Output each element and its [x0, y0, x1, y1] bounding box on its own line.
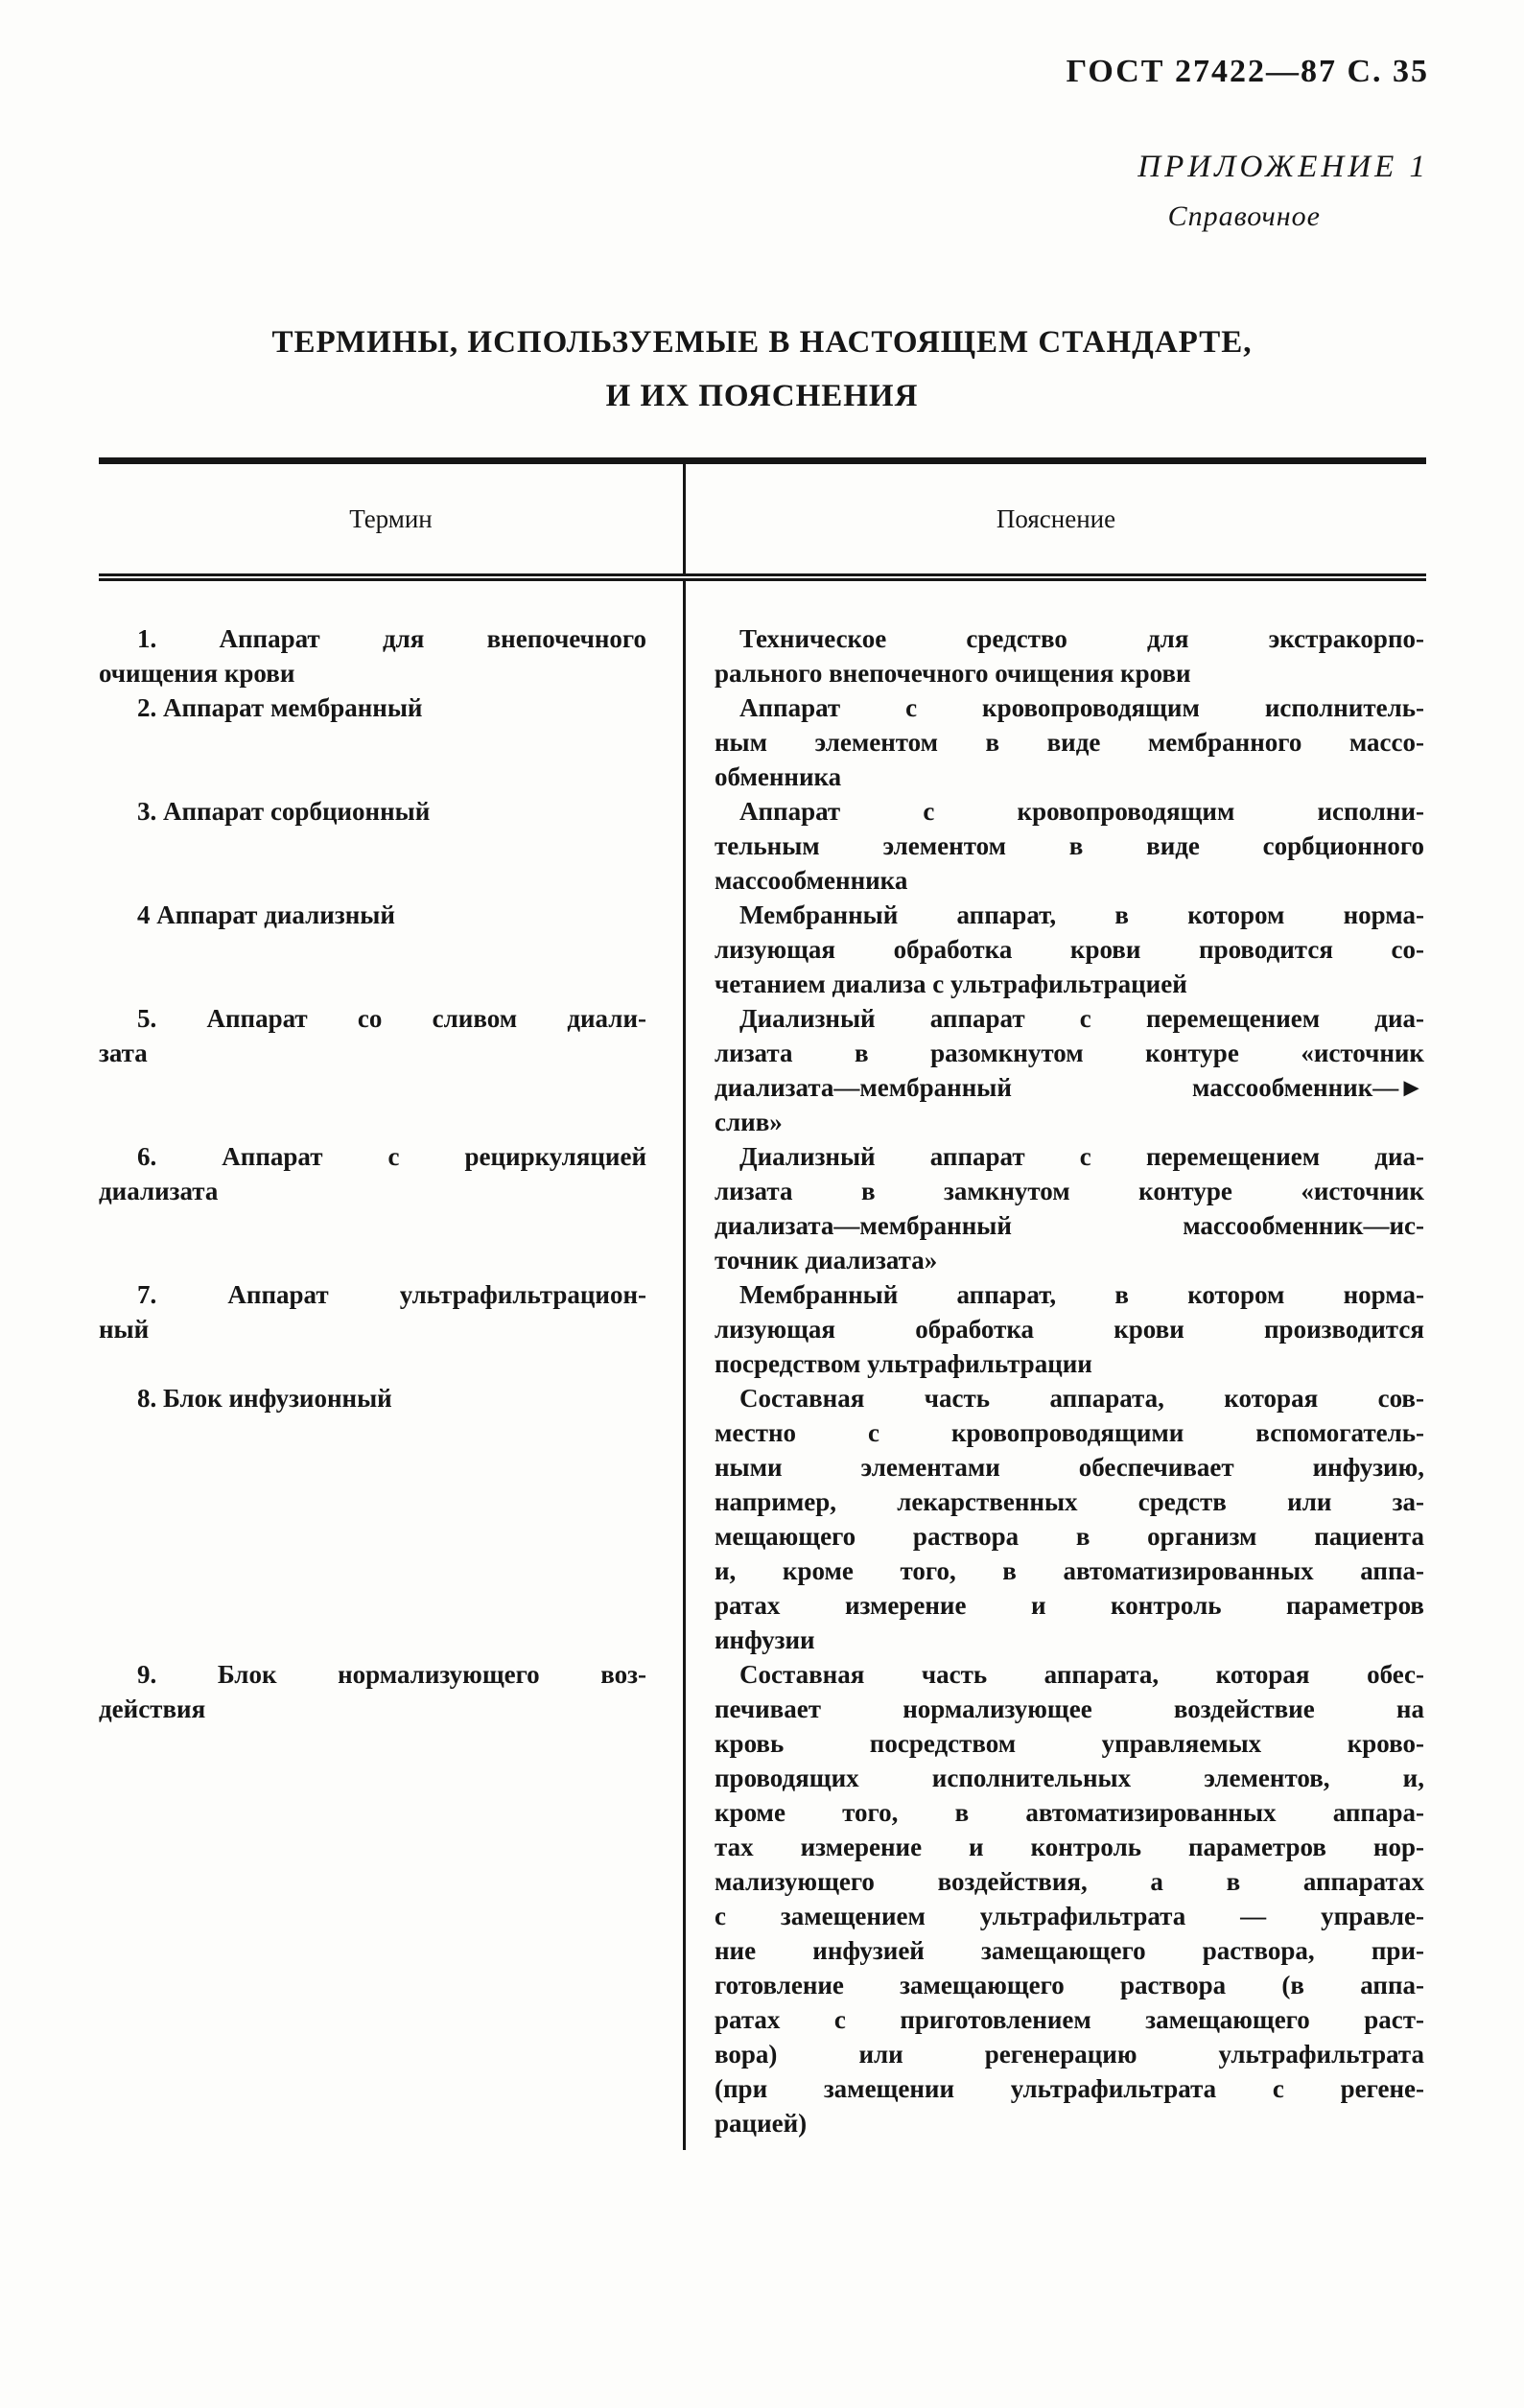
explanation-cell: Аппарат с кровопроводящим исполни- тельным элементом в виде сорбционного массообменника	[715, 797, 1424, 895]
term-cell: 7. Аппарат ультрафильтрацион- ный	[99, 1277, 686, 1381]
explanation-cell: Аппарат с кровопроводящим исполнитель- ным элементом в виде мембранного массо- обменника	[715, 693, 1424, 791]
table-header-term: Термин	[99, 464, 686, 573]
appendix-note: Справочное	[1167, 200, 1321, 232]
page-title	[0, 316, 1524, 423]
table-header-row	[99, 464, 1426, 581]
term-cell: 3. Аппарат сорбционный	[99, 794, 686, 898]
scanned-standard-page	[0, 54, 1524, 2408]
table-row	[99, 1277, 1426, 1381]
table-row	[99, 1381, 1426, 1657]
table-row	[99, 1001, 1426, 1139]
explanation-cell: Составная часть аппарата, которая сов- местно с кровопроводящими вспомогатель- ными элементами обеспечивает инфузию, например, лекарственных средств или за- мещающего раствора в организм пациента и, кроме того, в автоматизированных аппа- ратах измерение и контроль параметров инфузии	[715, 1384, 1424, 1654]
page-title-line2: И ИХ ПОЯСНЕНИЯ	[605, 379, 919, 413]
doc-reference: ГОСТ 27422—87 С. 35	[1066, 54, 1429, 89]
term-cell: 5. Аппарат со сливом диали- зата	[99, 1001, 686, 1139]
table-row	[99, 581, 1426, 690]
explanation-cell: Техническое средство для экстракорпо- рального внепочечного очищения крови	[715, 624, 1424, 688]
table-header-explanation: Пояснение	[996, 503, 1116, 533]
term-cell: 6. Аппарат с рециркуляцией диализата	[99, 1139, 686, 1277]
table-body	[99, 581, 1426, 2150]
term-cell: 4 Аппарат диализный	[99, 898, 686, 1001]
explanation-cell: Составная часть аппарата, которая обес- печивает нормализующее воздействие на кровь посредством управляемых крово- проводящих исполнительных элементов, и, кроме того, в автоматизированных аппара- тах измерение и контроль параметров нор- мализующего воздействия, а в аппаратах с замещением ультрафильтрата — управле- ние инфузией замещающего раствора, при- готовление замещающего раствора (в аппа- ратах с приготовлением замещающего раст- вора) или регенерацию ультрафильтрата (при замещении ультрафильтрата с регене- рацией)	[715, 1660, 1424, 2138]
page-title-line1: ТЕРМИНЫ, ИСПОЛЬЗУЕМЫЕ В НАСТОЯЩЕМ СТАНДАРТЕ,	[271, 325, 1253, 360]
table-row	[99, 690, 1426, 794]
explanation-cell: Диализный аппарат с перемещением диа- лизата в разомкнутом контуре «источник диализата—мембранный массообменник—► слив»	[715, 1004, 1424, 1136]
terms-table	[99, 457, 1426, 2150]
table-row	[99, 898, 1426, 1001]
term-cell: 8. Блок инфузионный	[99, 1381, 686, 1657]
appendix-label: ПРИЛОЖЕНИЕ 1	[1137, 150, 1429, 184]
table-row	[99, 1139, 1426, 1277]
table-row	[99, 1657, 1426, 2150]
explanation-cell: Диализный аппарат с перемещением диа- лизата в замкнутом контуре «источник диализата—мембранный массообменник—ис- точник диализата»	[715, 1142, 1424, 1274]
term-cell: 1. Аппарат для внепочечного очищения крови	[99, 581, 686, 690]
explanation-cell: Мембранный аппарат, в котором норма- лизующая обработка крови проводится со- четанием диализа с ультрафильтрацией	[715, 900, 1424, 998]
explanation-cell: Мембранный аппарат, в котором норма- лизующая обработка крови производится посредством ультрафильтрации	[715, 1280, 1424, 1378]
table-row	[99, 794, 1426, 898]
term-cell: 2. Аппарат мембранный	[99, 690, 686, 794]
term-cell: 9. Блок нормализующего воз- действия	[99, 1657, 686, 2150]
